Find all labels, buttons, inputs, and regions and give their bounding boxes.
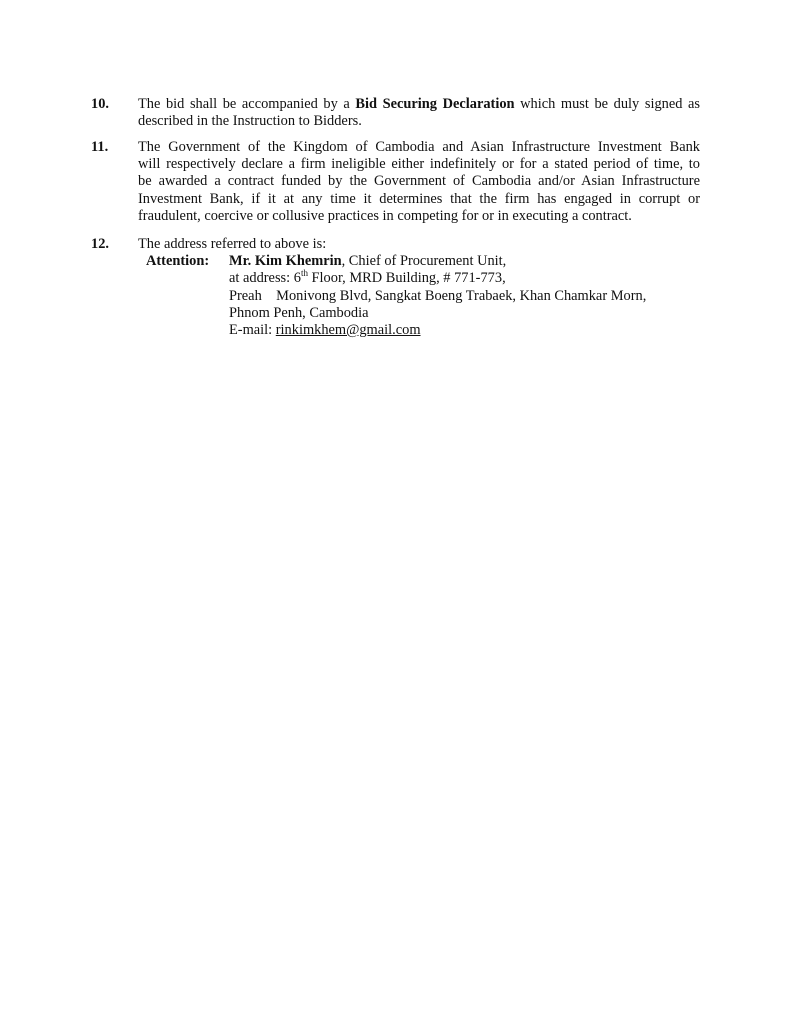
email-row xyxy=(138,322,700,339)
clause-line: be awarded a contract funded by the Government of Cambodia and/or Asian Infrastructure xyxy=(138,173,700,190)
text-run: The bid shall be accompanied by a xyxy=(138,96,356,112)
contact-name: Mr. Kim Khemrin xyxy=(229,253,342,270)
clause-line xyxy=(138,96,700,113)
contact-title: , Chief of Procurement Unit, xyxy=(341,253,507,270)
text-run: which must be duly signed as xyxy=(514,96,701,112)
address-line-3: Phnom Penh, Cambodia xyxy=(229,304,369,321)
email-link[interactable]: rinkimkhem@gmail.com xyxy=(275,321,421,338)
address-row xyxy=(138,305,700,322)
bold-term: Bid Securing Declaration xyxy=(355,96,515,112)
text-run: at address: 6 xyxy=(229,270,301,287)
attention-label: Attention: xyxy=(146,253,210,270)
clause-number: 12. xyxy=(91,236,109,252)
clause-number: 11. xyxy=(91,139,109,155)
email-line xyxy=(229,322,421,339)
email-label: E-mail: xyxy=(229,321,276,338)
address-line-1 xyxy=(229,270,506,287)
clause-text xyxy=(138,139,700,225)
contact-line xyxy=(229,253,506,270)
address-line-2: Preah Monivong Blvd, Sangkat Boeng Trabaek, Khan Chamkar Morn, xyxy=(229,287,647,304)
address-block xyxy=(138,253,700,339)
clause-line: fraudulent, coercive or collusive practices in competing for or in executing a contract. xyxy=(138,207,632,224)
address-row xyxy=(138,270,700,287)
clause-text xyxy=(138,236,700,253)
text-run: Floor, MRD Building, # 771-773, xyxy=(307,270,506,287)
clause-text xyxy=(138,96,700,130)
clause-line: Investment Bank, if it at any time it determines that the firm has engaged in corrupt or xyxy=(138,190,700,207)
clause-line: The Government of the Kingdom of Cambodia and Asian Infrastructure Investment Bank xyxy=(138,139,700,155)
clause-line: will respectively declare a firm ineligible either indefinitely or for a stated period of time, to xyxy=(138,156,700,173)
address-row xyxy=(138,288,700,305)
clause-number: 10. xyxy=(91,96,109,112)
attention-row xyxy=(138,253,700,270)
ordinal-superscript: th xyxy=(300,268,308,279)
clause-line: described in the Instruction to Bidders. xyxy=(138,113,362,130)
clause-line: The address referred to above is: xyxy=(138,236,327,252)
